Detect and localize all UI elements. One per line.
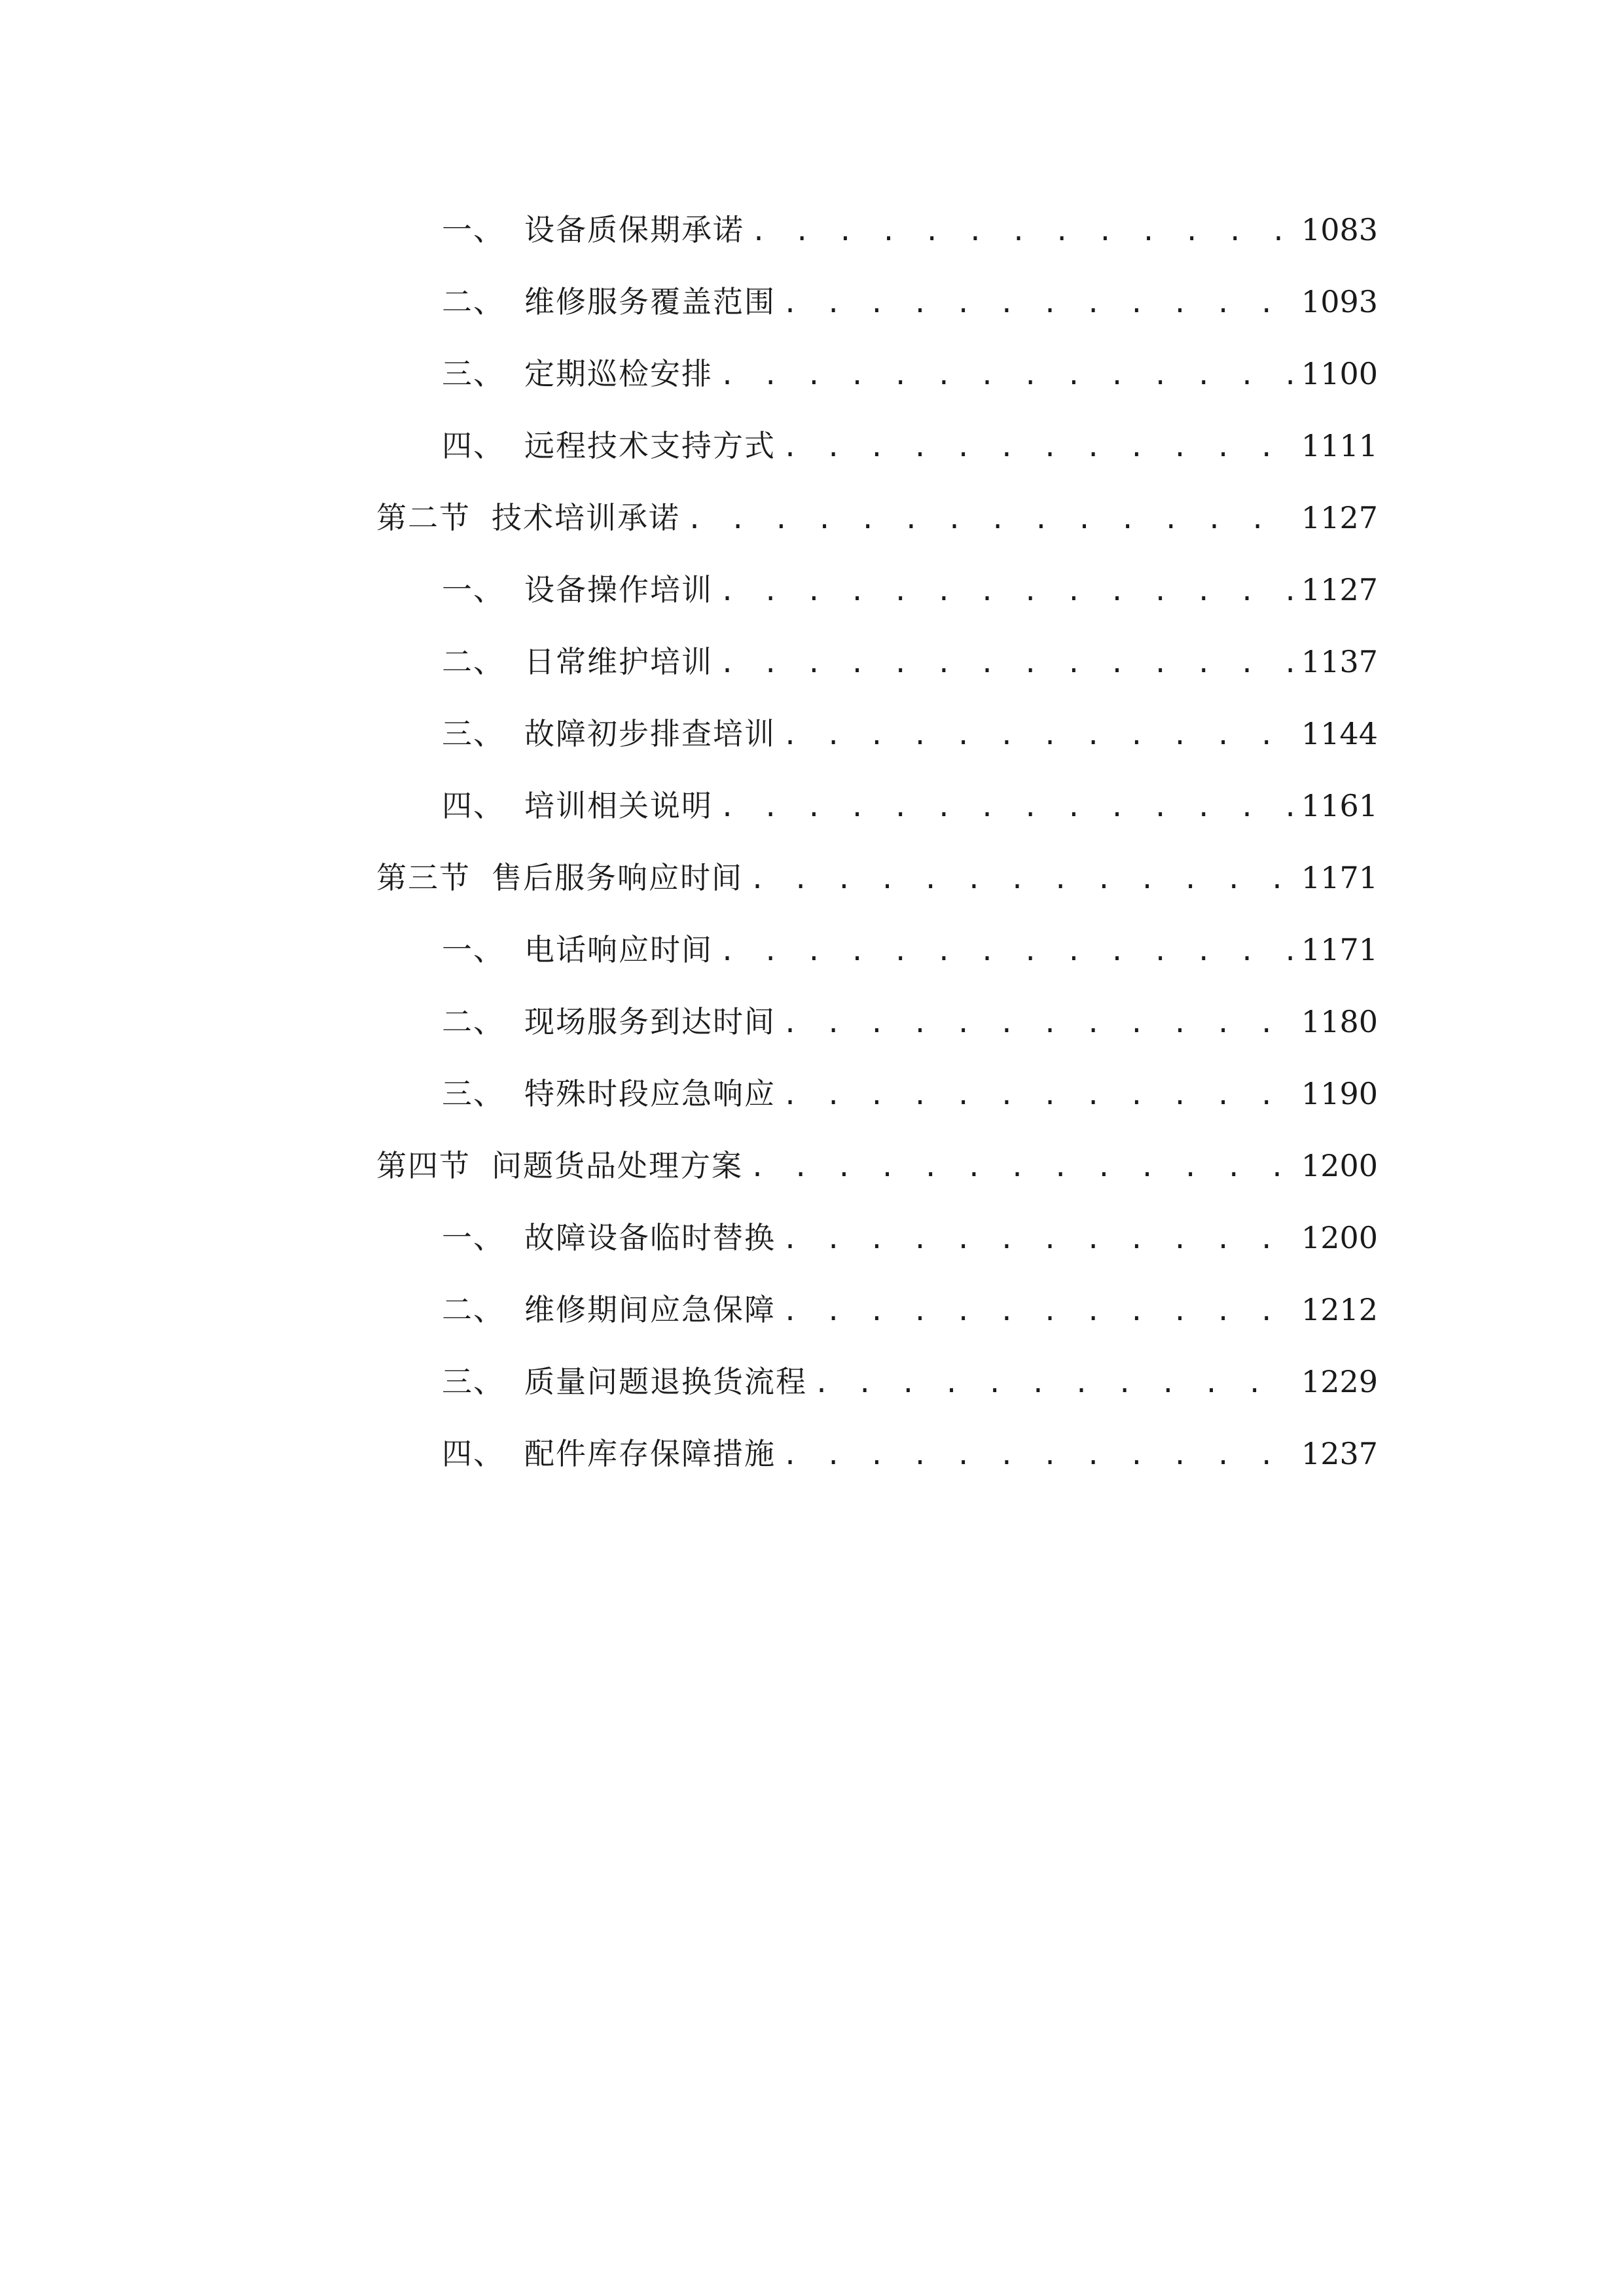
toc-page-number: 1161 (1301, 788, 1378, 823)
toc-entry-title: 特殊时段应急响应 (524, 1076, 776, 1111)
toc-entry[interactable] (376, 352, 1378, 424)
toc-dot-leader (782, 714, 1295, 757)
toc-dot-leader (749, 1146, 1295, 1189)
toc-entry-number: 四、 (442, 428, 505, 463)
toc-entry[interactable] (376, 1288, 1378, 1360)
toc-entry-number: 四、 (442, 788, 505, 823)
toc-section-entry[interactable] (376, 856, 1378, 928)
toc-section-entry[interactable] (376, 1144, 1378, 1216)
toc-page-number: 1190 (1301, 1076, 1378, 1111)
toc-entry-number: 二、 (442, 1004, 505, 1039)
toc-page-number: 1212 (1301, 1292, 1378, 1327)
toc-page-number: 1093 (1301, 284, 1378, 319)
toc-entry[interactable] (376, 1000, 1378, 1072)
toc-entry-title: 电话响应时间 (524, 932, 713, 967)
toc-entry-title: 故障设备临时替换 (524, 1220, 776, 1255)
toc-entry-title: 培训相关说明 (524, 788, 713, 823)
toc-page-number: 1127 (1301, 500, 1378, 535)
toc-entry-number: 四、 (442, 1436, 505, 1471)
toc-page-number: 1171 (1301, 932, 1378, 967)
toc-section-title: 售后服务响应时间 (492, 860, 743, 895)
toc-entry-title: 质量问题退换货流程 (524, 1364, 807, 1399)
toc-page-number: 1171 (1301, 860, 1378, 895)
toc-entry-number: 三、 (442, 1364, 505, 1399)
toc-dot-leader (719, 930, 1295, 973)
toc-entry[interactable] (376, 208, 1378, 280)
toc-dot-leader (782, 1002, 1295, 1045)
toc-entry-title: 定期巡检安排 (524, 356, 713, 391)
toc-entry-number: 三、 (442, 1076, 505, 1111)
toc-page-number: 1127 (1301, 572, 1378, 607)
toc-dot-leader (719, 570, 1295, 613)
toc-entry-number: 一、 (442, 212, 505, 247)
toc-dot-leader (782, 1434, 1295, 1477)
toc-entry[interactable] (376, 1360, 1378, 1432)
toc-entry-number: 二、 (442, 644, 505, 679)
toc-section-number: 第三节 (376, 860, 471, 895)
toc-page-number: 1229 (1301, 1364, 1378, 1399)
toc-section-title: 问题货品处理方案 (492, 1148, 743, 1183)
toc-section-number: 第二节 (376, 500, 471, 535)
toc-entry[interactable] (376, 712, 1378, 784)
toc-page-number: 1100 (1301, 356, 1378, 391)
toc-entry-title: 维修服务覆盖范围 (524, 284, 776, 319)
toc-entry-title: 故障初步排查培训 (524, 716, 776, 751)
toc-page-number: 1237 (1301, 1436, 1378, 1471)
toc-dot-leader (782, 1074, 1295, 1117)
toc-page-number: 1144 (1301, 716, 1378, 751)
toc-entry-title: 远程技术支持方式 (524, 428, 776, 463)
toc-entry-title: 设备操作培训 (524, 572, 713, 607)
toc-page-number: 1111 (1301, 428, 1378, 463)
toc-dot-leader (719, 786, 1295, 829)
toc-page-number: 1137 (1301, 644, 1378, 679)
toc-dot-leader (751, 210, 1295, 253)
toc-entry-number: 三、 (442, 716, 505, 751)
toc-page-number: 1083 (1301, 212, 1378, 247)
toc-dot-leader (719, 354, 1295, 397)
toc-dot-leader (719, 642, 1295, 685)
toc-entry-number: 一、 (442, 572, 505, 607)
toc-entry[interactable] (376, 640, 1378, 712)
toc-entry-number: 三、 (442, 356, 505, 391)
toc-entry[interactable] (376, 1072, 1378, 1144)
toc-dot-leader (687, 498, 1295, 541)
toc-entry-title: 现场服务到达时间 (524, 1004, 776, 1039)
toc-entry-number: 一、 (442, 1220, 505, 1255)
toc-page-number: 1200 (1301, 1220, 1378, 1255)
toc-page-number: 1180 (1301, 1004, 1378, 1039)
toc-entry-number: 二、 (442, 284, 505, 319)
toc-entry-title: 维修期间应急保障 (524, 1292, 776, 1327)
toc-page-number: 1200 (1301, 1148, 1378, 1183)
toc-dot-leader (749, 858, 1295, 901)
toc-entry[interactable] (376, 280, 1378, 352)
toc-entry[interactable] (376, 928, 1378, 1000)
toc-section-entry[interactable] (376, 496, 1378, 568)
toc-entry-title: 日常维护培训 (524, 644, 713, 679)
toc-section-title: 技术培训承诺 (492, 500, 680, 535)
toc-entry-number: 一、 (442, 932, 505, 967)
toc-entry-title: 设备质保期承诺 (524, 212, 744, 247)
toc-entry[interactable] (376, 1216, 1378, 1288)
toc-entry[interactable] (376, 424, 1378, 496)
toc-dot-leader (782, 282, 1295, 325)
toc-dot-leader (814, 1362, 1295, 1405)
toc-section-number: 第四节 (376, 1148, 471, 1183)
toc-dot-leader (782, 1290, 1295, 1333)
toc-dot-leader (782, 426, 1295, 469)
toc-dot-leader (782, 1218, 1295, 1261)
toc-entry[interactable] (376, 1432, 1378, 1504)
toc-entry[interactable] (376, 568, 1378, 640)
toc-entry-number: 二、 (442, 1292, 505, 1327)
toc-entry[interactable] (376, 784, 1378, 856)
table-of-contents (376, 208, 1378, 1504)
toc-entry-title: 配件库存保障措施 (524, 1436, 776, 1471)
